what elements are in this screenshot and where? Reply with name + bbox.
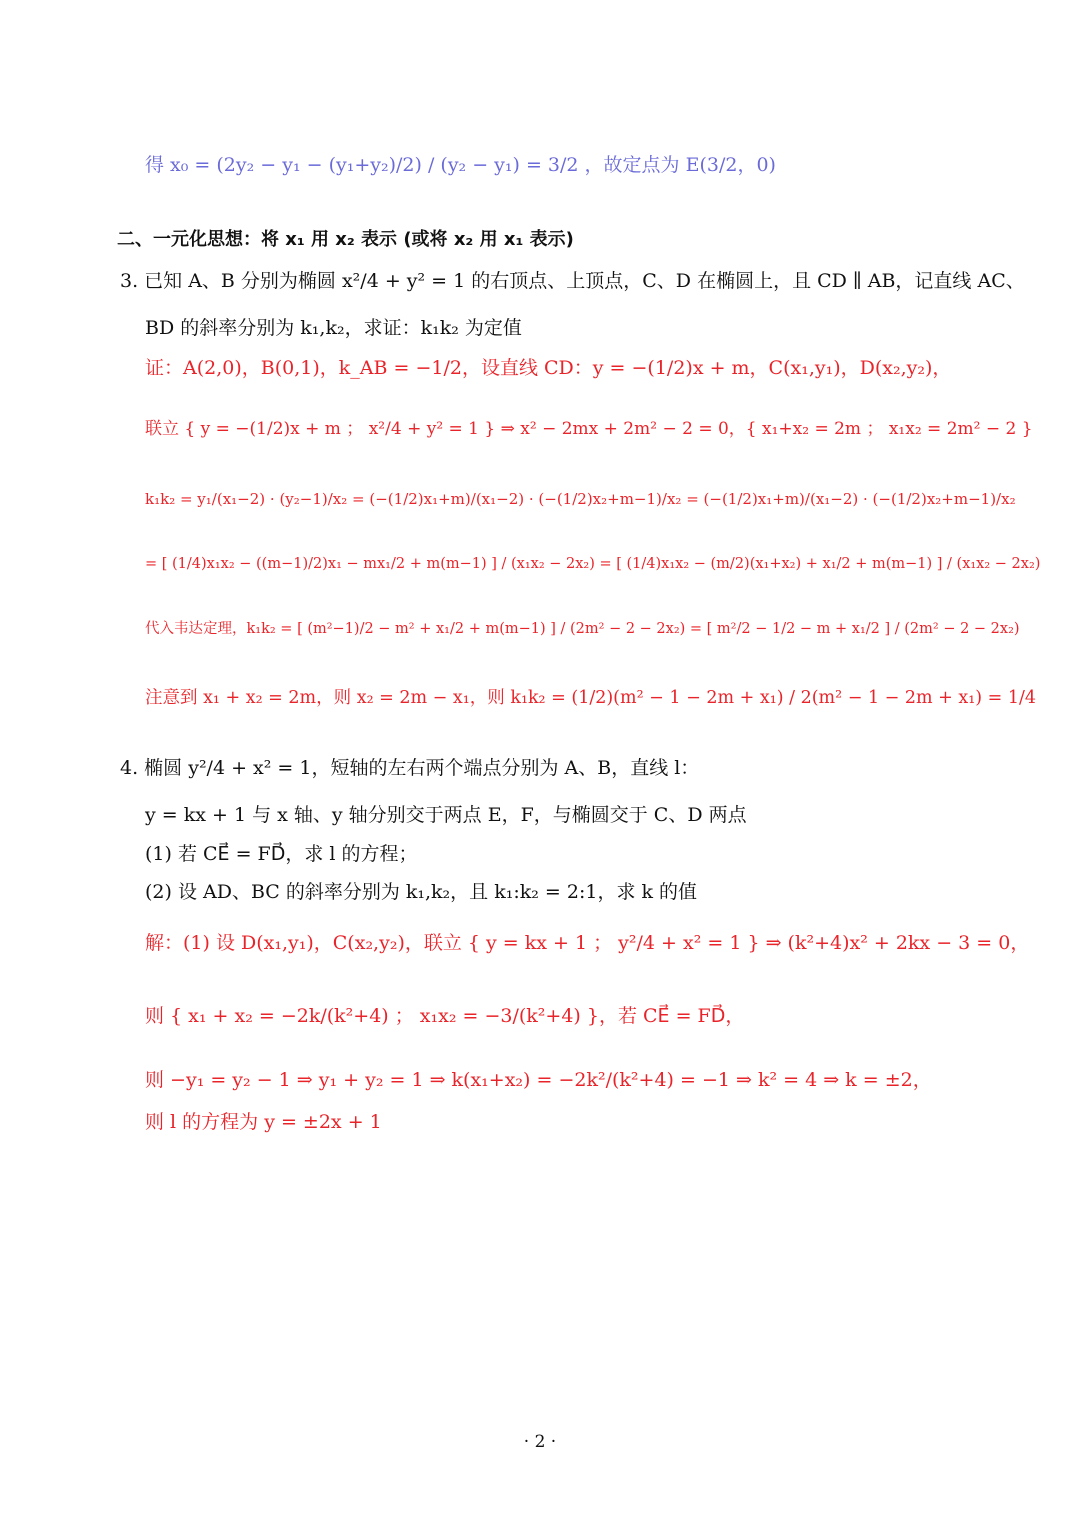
line-14: 解：(1) 设 D(x₁,y₁)，C(x₂,y₂)，联立 { y = kx + 1 ； y²/4 + x² = 1 } ⇒ (k²+4)x² + 2kx − 3 = 0， [145,932,1030,954]
line-17: 则 l 的方程为 y = ±2x + 1 [145,1111,382,1133]
page-number: · 2 · [523,1432,557,1452]
line-11: y = kx + 1 与 x 轴、y 轴分别交于两点 E，F，与椭圆交于 C、D 两点 [145,804,747,826]
line-4: 证：A(2,0)，B(0,1)，k_AB = −1/2，设直线 CD：y = −(1/2)x + m，C(x₁,y₁)，D(x₂,y₂)， [145,357,952,379]
line-12: (1) 若 CE⃗ = FD⃗，求 l 的方程； [145,843,418,865]
line-5: 联立 { y = −(1/2)x + m ； x²/4 + y² = 1 } ⇒ x² − 2mx + 2m² − 2 = 0，{ x₁+x₂ = 2m ； x₁x₂ = 2m² − 2 } [145,419,1033,439]
line-13: (2) 设 AD、BC 的斜率分别为 k₁,k₂，且 k₁:k₂ = 2:1，求 k 的值 [145,881,698,903]
line-10: 4. 椭圆 y²/4 + x² = 1，短轴的左右两个端点分别为 A、B，直线 l： [120,757,700,779]
line-9: 注意到 x₁ + x₂ = 2m，则 x₂ = 2m − x₁，则 k₁k₂ = (1/2)(m² − 1 − 2m + x₁) / 2(m² − 1 − 2m + x₁) = 1/4 [145,688,1037,708]
line-2: 3. 已知 A、B 分别为椭圆 x²/4 + y² = 1 的右顶点、上顶点，C、D 在椭圆上，且 CD ∥ AB，记直线 AC、 [120,270,1025,292]
line-0: 得 x₀ = (2y₂ − y₁ − (y₁+y₂)/2) / (y₂ − y₁) = 3/2 ，故定点为 E(3/2，0) [145,154,776,176]
line-15: 则 { x₁ + x₂ = −2k/(k²+4) ； x₁x₂ = −3/(k²+4) }，若 CE⃗ = FD⃗， [145,1005,745,1027]
line-7: = [ (1/4)x₁x₂ − ((m−1)/2)x₁ − mx₁/2 + m(m−1) ] / (x₁x₂ − 2x₂) = [ (1/4)x₁x₂ − (m/2)(x₁+x₂) + x₁/2 + m(m−1) ] / (x₁x₂ − 2x₂) [145,556,1041,572]
line-6: k₁k₂ = y₁/(x₁−2) · (y₂−1)/x₂ = (−(1/2)x₁+m)/(x₁−2) · (−(1/2)x₂+m−1)/x₂ = (−(1/2)x₁+m)/(x₁−2) · (−(1/2)x₂+m−1)/x₂ [145,490,1016,508]
line-8: 代入韦达定理，k₁k₂ = [ (m²−1)/2 − m² + x₁/2 + m(m−1) ] / (2m² − 2 − 2x₂) = [ m²/2 − 1/2 − m + x₁/2 ] / (2m² − 2 − 2x₂) [145,621,1020,637]
line-3: BD 的斜率分别为 k₁,k₂，求证：k₁k₂ 为定值 [145,317,522,339]
line-16: 则 −y₁ = y₂ − 1 ⇒ y₁ + y₂ = 1 ⇒ k(x₁+x₂) = −2k²/(k²+4) = −1 ⇒ k² = 4 ⇒ k = ±2， [145,1069,932,1091]
line-1: 二、一元化思想：将 x₁ 用 x₂ 表示 (或将 x₂ 用 x₁ 表示) [117,229,574,250]
